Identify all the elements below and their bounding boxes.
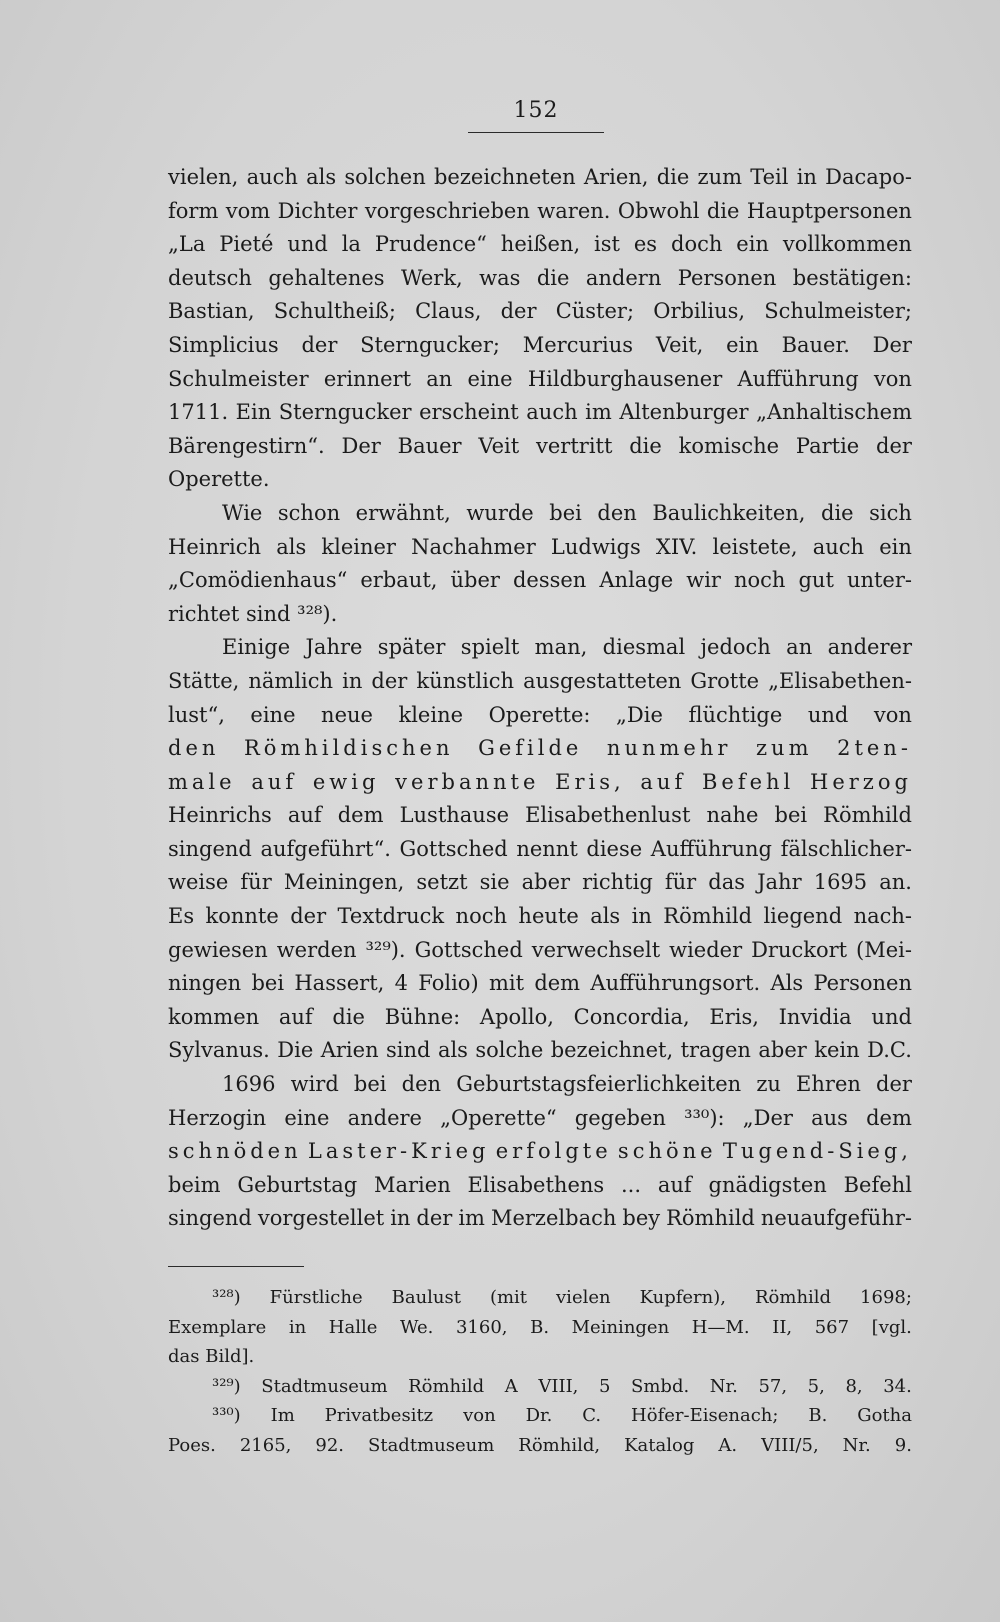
text-line: Sylvanus. Die Arien sind als solche bezeichnet, tragen aber kein D.C. — [168, 1038, 912, 1063]
footnote-line: Poes. 2165, 92. Stadtmuseum Römhild, Katalog A. VIII/5, Nr. 9. — [168, 1434, 912, 1456]
page-number: 152 — [513, 98, 559, 123]
page-number-rule — [468, 132, 604, 133]
footnote-line: ³²⁹) Stadtmuseum Römhild A VIII, 5 Smbd. Nr. 57, 5, 8, 34. — [212, 1375, 912, 1397]
text-line: „Comödienhaus“ erbaut, über dessen Anlage wir noch gut unter- — [168, 568, 912, 593]
text-line: Wie schon erwähnt, wurde bei den Baulichkeiten, die sich — [222, 500, 912, 525]
text-line: deutsch gehaltenes Werk, was die andern Personen bestätigen: — [168, 265, 912, 290]
footnote-line: ³³⁰) Im Privatbesitz von Dr. C. Höfer-Eisenach; B. Gotha — [212, 1405, 912, 1426]
footnote-line: das Bild]. — [168, 1346, 255, 1367]
text-line: Operette. — [168, 467, 270, 492]
text-line: den Römhildischen Gefilde nunmehr zum 2ten- — [168, 736, 912, 761]
text-line: singend vorgestellet in der im Merzelbach bey Römhild neuaufgeführ- — [168, 1206, 912, 1231]
text-line: weise für Meiningen, setzt sie aber richtig für das Jahr 1695 an. — [168, 870, 912, 895]
text-line: form vom Dichter vorgeschrieben waren. Obwohl die Hauptpersonen — [168, 198, 912, 223]
text-line: Es konnte der Textdruck noch heute als in Römhild liegend nach- — [168, 904, 912, 929]
text-line: Einige Jahre später spielt man, diesmal jedoch an anderer — [222, 635, 912, 660]
text-line: Heinrich als kleiner Nachahmer Ludwigs XIV. leistete, auch ein — [168, 534, 912, 559]
text-line: Schulmeister erinnert an eine Hildburghausener Aufführung von — [168, 366, 912, 391]
text-line: 1696 wird bei den Geburtstagsfeierlichkeiten zu Ehren der — [222, 1072, 912, 1097]
text-line: ningen bei Hassert, 4 Folio) mit dem Aufführungsort. Als Personen — [168, 971, 912, 996]
footnote-rule — [168, 1266, 304, 1267]
text-line: richtet sind ³²⁸). — [168, 601, 338, 626]
text-line: kommen auf die Bühne: Apollo, Concordia, Eris, Invidia und — [168, 1004, 912, 1029]
text-line: singend aufgeführt“. Gottsched nennt diese Aufführung fälschlicher- — [168, 836, 912, 861]
text-line: male auf ewig verbannte Eris, auf Befehl Herzog — [168, 769, 912, 794]
footnotes — [168, 1283, 912, 1460]
text-line: schnöden Laster-Krieg erfolgte schöne Tugend-Sieg, — [168, 1139, 912, 1164]
text-line: Herzogin eine andere „Operette“ gegeben ³³⁰): „Der aus dem — [168, 1105, 912, 1130]
text-line: gewiesen werden ³²⁹). Gottsched verwechselt wieder Druckort (Mei- — [168, 937, 912, 962]
text-line: 1711. Ein Sterngucker erscheint auch im Altenburger „Anhaltischem — [168, 400, 912, 425]
text-line: beim Geburtstag Marien Elisabethens ... auf gnädigsten Befehl — [168, 1172, 912, 1197]
body-text — [168, 161, 912, 1236]
text-line: Bärengestirn“. Der Bauer Veit vertritt die komische Partie der — [168, 433, 912, 458]
text-line: Stätte, nämlich in der künstlich ausgestatteten Grotte „Elisabethen- — [168, 668, 912, 693]
text-line: lust“, eine neue kleine Operette: „Die flüchtige und von — [168, 702, 912, 727]
footnote-line: Exemplare in Halle We. 3160, B. Meiningen H—M. II, 567 [vgl. — [168, 1316, 912, 1338]
text-line: Heinrichs auf dem Lusthause Elisabethenlust nahe bei Römhild — [168, 803, 912, 828]
text-line: Bastian, Schultheiß; Claus, der Cüster; Orbilius, Schulmeister; — [168, 299, 912, 324]
text-line: vielen, auch als solchen bezeichneten Arien, die zum Teil in Dacapo- — [168, 165, 912, 189]
text-line: „La Pieté und la Prudence“ heißen, ist es doch ein vollkommen — [168, 232, 912, 257]
footnote-line: ³²⁸) Fürstliche Baulust (mit vielen Kupfern), Römhild 1698; — [212, 1287, 912, 1308]
text-line: Simplicius der Sterngucker; Mercurius Veit, ein Bauer. Der — [168, 332, 912, 357]
